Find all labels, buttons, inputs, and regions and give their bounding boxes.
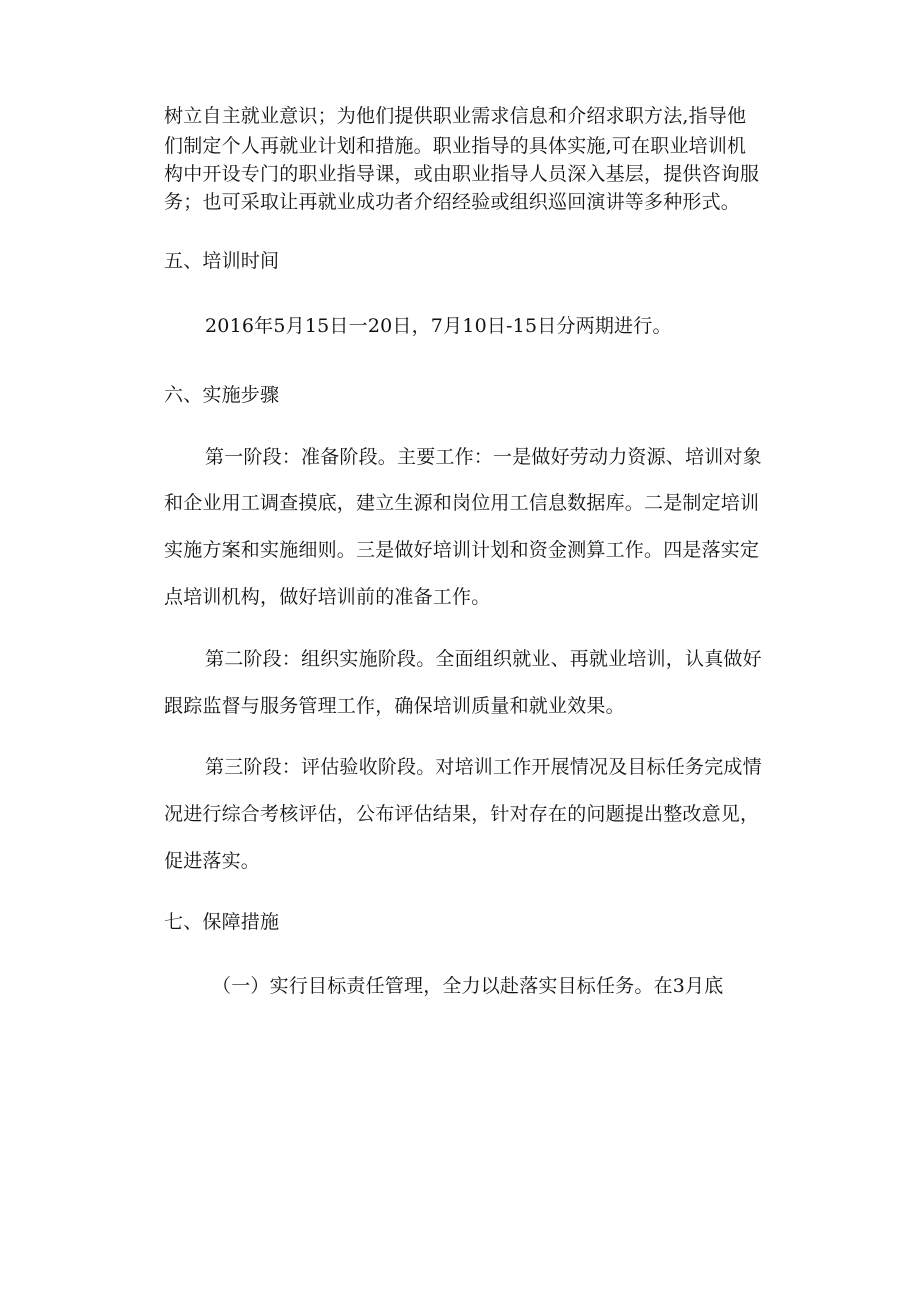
text-line: 和企业用工调查摸底，建立生源和岗位用工信息数据库。二是制定培训 xyxy=(164,492,760,514)
text-line: 第一阶段：准备阶段。主要工作：一是做好劳动力资源、培训对象 xyxy=(205,446,762,468)
section-heading-7: 七、保障措施 xyxy=(164,911,280,933)
text-line: 树立自主就业意识；为他们提供职业需求信息和介绍求职方法,指导他 xyxy=(164,105,747,127)
section-heading-6: 六、实施步骤 xyxy=(164,384,280,406)
text-line: 况进行综合考核评估，公布评估结果，针对存在的问题提出整改意见， xyxy=(164,803,760,825)
text-line: 促进落实。 xyxy=(164,850,261,872)
training-time-text: 2016年5月15日一20日，7月10日-15日分两期进行。 xyxy=(205,315,672,337)
measure-item-1: （一）实行目标责任管理，全力以赴落实目标任务。在3月底 xyxy=(212,975,724,997)
text-line: 第三阶段：评估验收阶段。对培训工作开展情况及目标任务完成情 xyxy=(205,756,762,778)
text-line: 们制定个人再就业计划和措施。职业指导的具体实施,可在职业培训机 xyxy=(164,135,747,157)
text-line: 跟踪监督与服务管理工作，确保培训质量和就业效果。 xyxy=(164,695,625,717)
text-line: 实施方案和实施细则。三是做好培训计划和资金测算工作。四是落实定 xyxy=(164,539,760,561)
text-line: 务；也可采取让再就业成功者介绍经验或组织巡回演讲等多种形式。 xyxy=(164,191,741,213)
text-line: 点培训机构，做好培训前的准备工作。 xyxy=(164,586,491,608)
section-heading-5: 五、培训时间 xyxy=(164,250,280,272)
text-line: 构中开设专门的职业指导课，或由职业指导人员深入基层，提供咨询服 xyxy=(164,163,760,185)
text-line: 第二阶段：组织实施阶段。全面组织就业、再就业培训，认真做好 xyxy=(205,648,762,670)
